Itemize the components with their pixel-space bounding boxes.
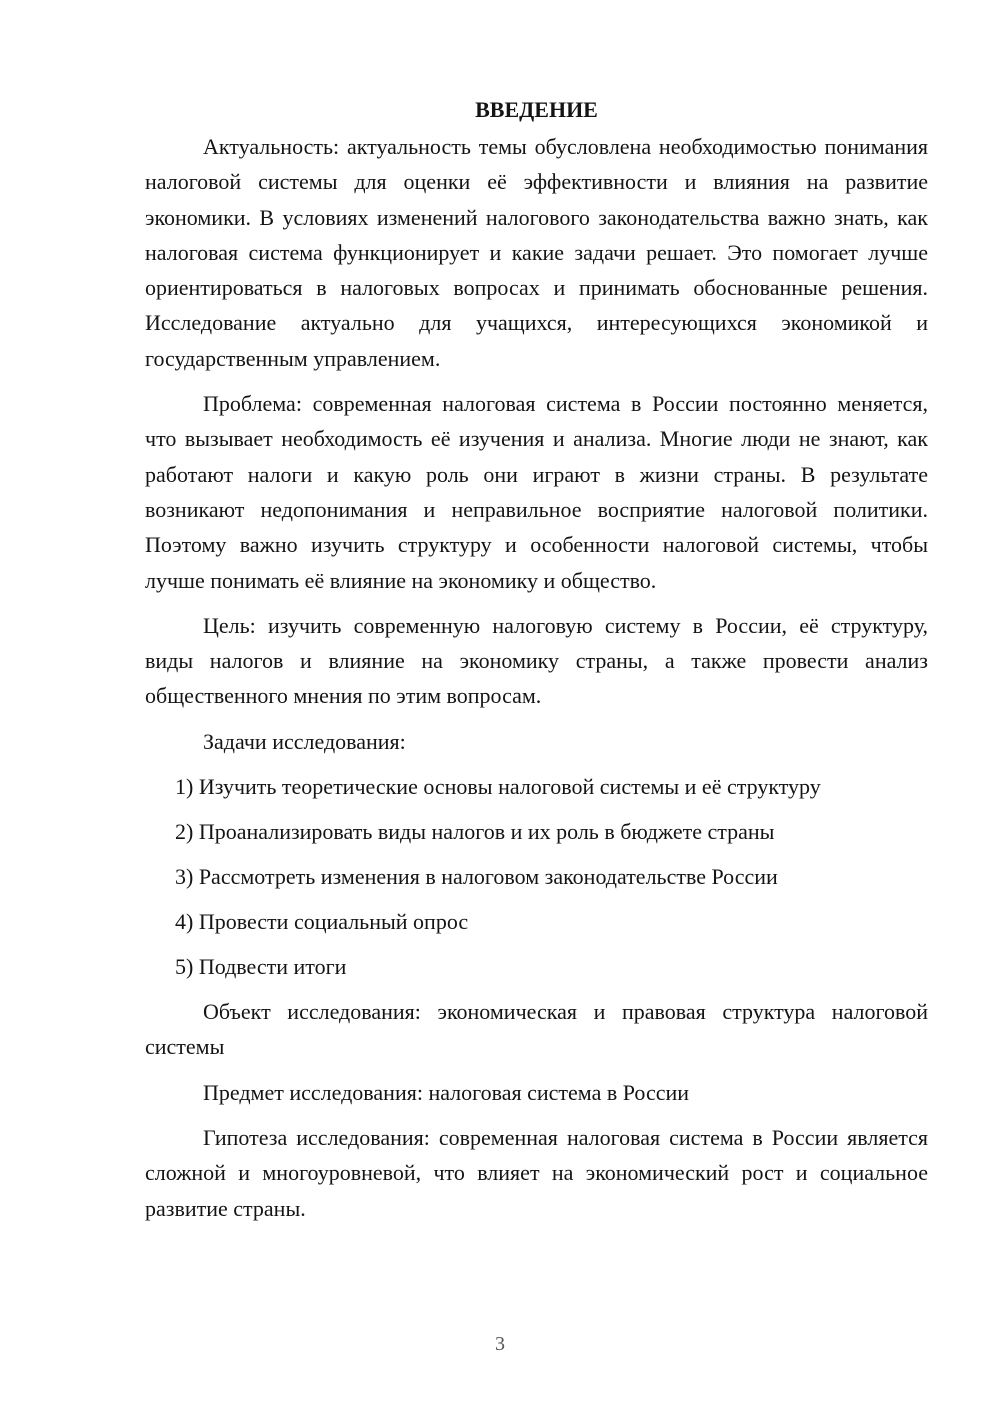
paragraph-tasks-intro: Задачи исследования: [203,728,406,754]
paragraph-goal: Цель: изучить современную налоговую систему в России, её структуру, виды налогов и влияние на экономику страны, а также провести анализ общественного мнения по этим вопросам. [145,612,928,709]
paragraph-hypothesis: Гипотеза исследования: современная налоговая система в России является сложной и многоуровневой, что влияет на экономический рост и социальное развитие страны. [145,1124,928,1221]
section-heading: ВВЕДЕНИЕ [475,97,598,122]
document-page [145,92,928,1236]
tasks-list [145,769,928,984]
paragraph-relevance: Актуальность: актуальность темы обусловлена необходимостью понимания налоговой системы для оценки её эффективности и влияния на развитие экономики. В условиях изменений налогового законодательства важно знать, как налоговая система функционирует и какие задачи решает. Это помогает лучше ориентироваться в налоговых вопросах и принимать обоснованные решения. Исследование актуально для учащихся, интересующихся экономикой и государственным управлением. [145,134,928,371]
paragraph-problem: Проблема: современная налоговая система в России постоянно меняется, что вызывает необходимость её изучения и анализа. Многие люди не знают, как работают налоги и какую роль они играют в жизни страны. В результате возникают недопонимания и неправильное восприятие налоговой политики. Поэтому важно изучить структуру и особенности налоговой системы, чтобы лучше понимать её влияние на экономику и общество. [145,391,928,593]
list-item: 5) Подвести итоги [175,954,347,980]
page-number: 3 [495,1333,505,1355]
paragraph-subject: Предмет исследования: налоговая система в России [203,1079,690,1105]
list-item: 3) Рассмотреть изменения в налоговом законодательстве России [175,864,778,890]
paragraph-object: Объект исследования: экономическая и правовая структура налоговой системы [145,999,928,1060]
list-item: 2) Проанализировать виды налогов и их роль в бюджете страны [175,819,775,845]
list-item: 1) Изучить теоретические основы налоговой системы и её структуру [175,774,821,800]
list-item: 4) Провести социальный опрос [175,909,469,935]
